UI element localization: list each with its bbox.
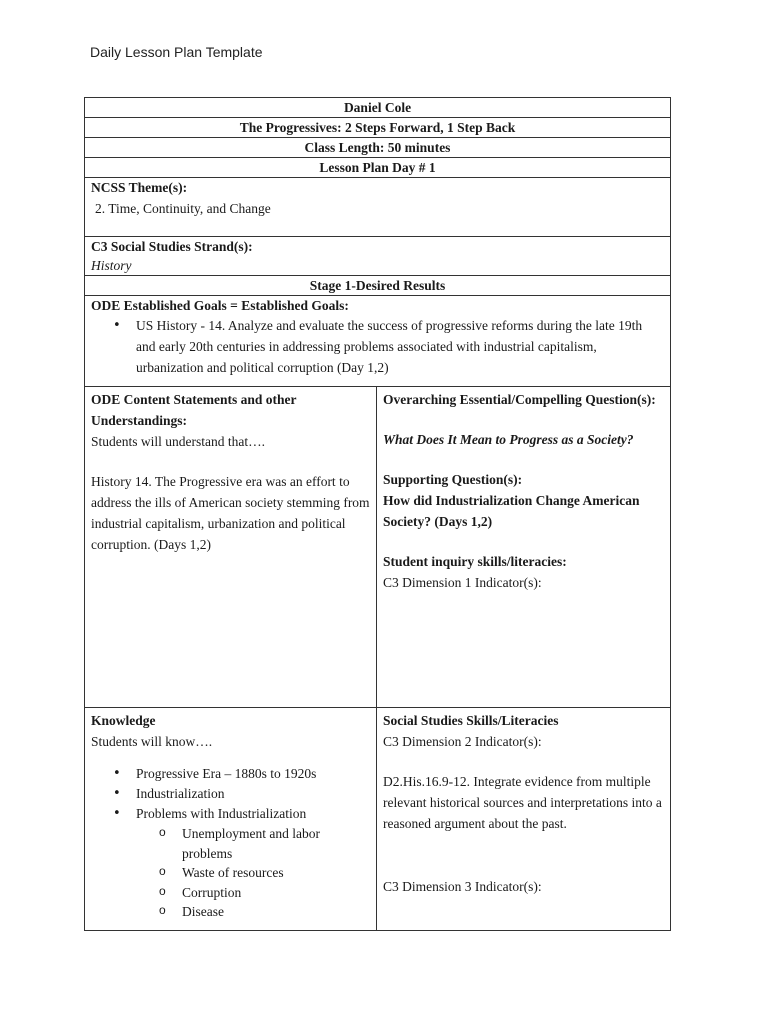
document-header: Daily Lesson Plan Template [90, 44, 263, 60]
c3-strand-value: History [91, 258, 132, 273]
row-content-essential [85, 387, 671, 708]
knowledge-list [91, 764, 370, 824]
ode-content-intro: Students will understand that…. [91, 434, 265, 449]
knowledge-item: • Problems with Industrialization [91, 804, 370, 824]
knowledge-sublist [91, 824, 370, 922]
ode-goals-cell [85, 296, 671, 387]
row-knowledge-skills [85, 708, 671, 931]
dimension-2-indicator: C3 Dimension 2 Indicator(s): [383, 734, 542, 749]
author-name: Daniel Cole [85, 98, 671, 118]
essential-question-cell [377, 387, 671, 708]
ncss-label: NCSS Theme(s): [91, 180, 188, 195]
lesson-plan-document [84, 97, 670, 931]
knowledge-subitem: o Waste of resources [91, 863, 370, 883]
lesson-plan-day: Lesson Plan Day # 1 [85, 158, 671, 178]
row-ode-goals [85, 296, 671, 387]
row-title [85, 118, 671, 138]
ode-content-cell [85, 387, 377, 708]
knowledge-subitem: o Disease [91, 902, 370, 922]
c3-strand-cell [85, 237, 671, 276]
c3-strand-label: C3 Social Studies Strand(s): [91, 239, 253, 254]
ode-content-text: History 14. The Progressive era was an effort to address the ills of American society stemming from industrial capitalism, urbanization and political corruption. (Days 1,2) [91, 474, 370, 552]
d2-his-standard: D2.His.16.9-12. Integrate evidence from multiple relevant historical sources and interpretations into a reasoned argument about the past. [383, 774, 662, 831]
essential-question: What Does It Mean to Progress as a Society? [383, 432, 634, 447]
class-length: Class Length: 50 minutes [85, 138, 671, 158]
inquiry-skills-label: Student inquiry skills/literacies: [383, 554, 567, 569]
dimension-1-indicator: C3 Dimension 1 Indicator(s): [383, 575, 542, 590]
ode-content-label: ODE Content Statements and other Understandings: [91, 392, 297, 428]
ncss-value: 2. Time, Continuity, and Change [95, 201, 271, 216]
ode-goals-bullet: • US History - 14. Analyze and evaluate the success of progressive reforms during the late 19th and early 20th centuries in addressing problems associated with industrial capitalism, urbanization and political corruption (Day 1,2) [91, 315, 664, 378]
knowledge-item: • Industrialization [91, 784, 370, 804]
row-ncss [85, 178, 671, 237]
knowledge-item: • Progressive Era – 1880s to 1920s [91, 764, 370, 784]
skills-label: Social Studies Skills/Literacies [383, 713, 559, 728]
stage1-heading: Stage 1-Desired Results [85, 276, 671, 296]
row-plan-day [85, 158, 671, 178]
ode-goals-label: ODE Established Goals = Established Goals: [91, 298, 349, 313]
essential-question-label: Overarching Essential/Compelling Question(s): [383, 392, 656, 407]
supporting-question-label: Supporting Question(s): [383, 472, 523, 487]
supporting-question: How did Industrialization Change American Society? (Days 1,2) [383, 493, 640, 529]
knowledge-intro: Students will know…. [91, 734, 213, 749]
knowledge-label: Knowledge [91, 713, 156, 728]
knowledge-subitem: o Corruption [91, 883, 370, 903]
dimension-3-indicator: C3 Dimension 3 Indicator(s): [383, 879, 542, 894]
knowledge-cell [85, 708, 377, 931]
knowledge-subitem: o Unemployment and labor problems [91, 824, 370, 863]
lesson-title: The Progressives: 2 Steps Forward, 1 Step Back [85, 118, 671, 138]
row-stage1 [85, 276, 671, 296]
row-c3-strand [85, 237, 671, 276]
ncss-cell [85, 178, 671, 237]
skills-cell [377, 708, 671, 931]
row-author [85, 98, 671, 118]
row-class-length [85, 138, 671, 158]
ode-goals-list [91, 315, 664, 378]
lesson-plan-table [84, 97, 671, 931]
